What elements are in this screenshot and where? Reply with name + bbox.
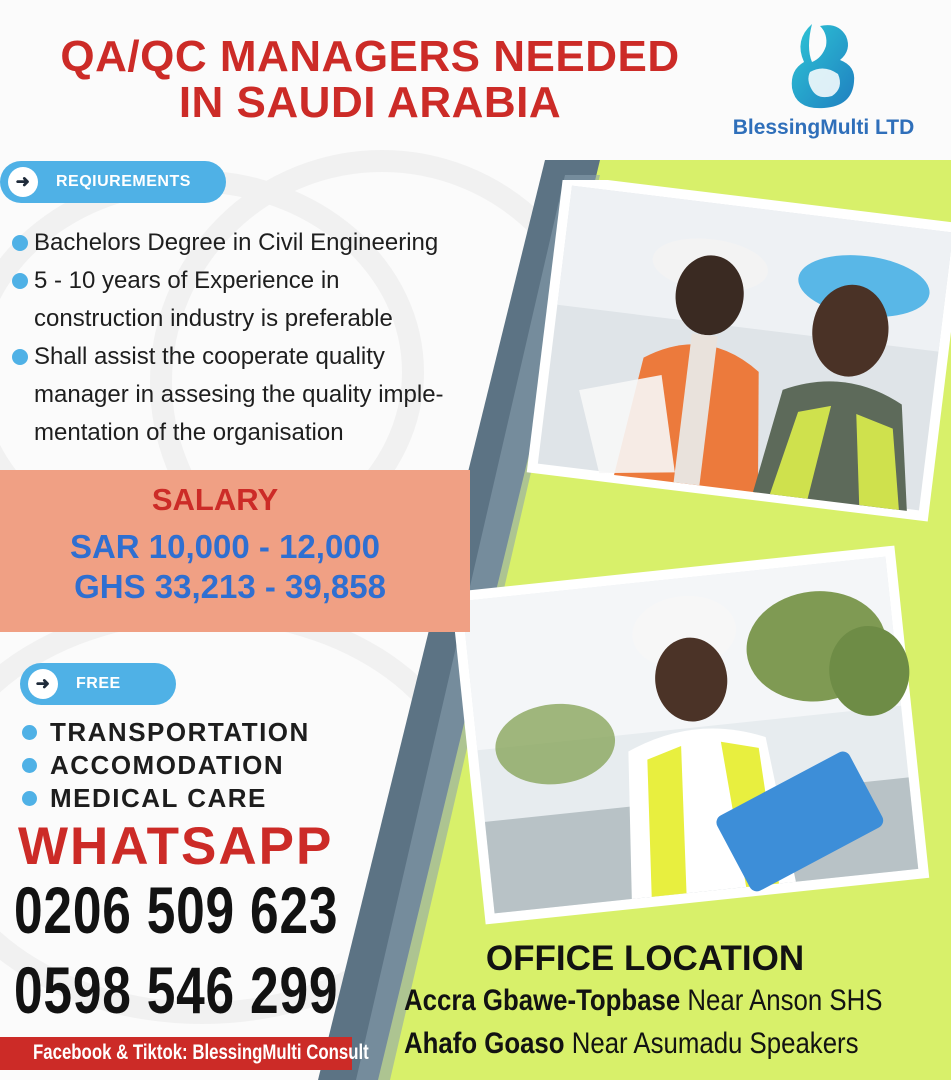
office-landmark: Near Anson SHS bbox=[687, 984, 883, 1017]
stylized-letter-b-logo-icon bbox=[782, 18, 866, 114]
requirements-label: REQIUREMENTS bbox=[56, 173, 191, 190]
bullet-icon bbox=[12, 273, 28, 289]
bullet-icon bbox=[12, 235, 28, 251]
office-location-item bbox=[404, 1027, 859, 1061]
salary-label: SALARY bbox=[151, 482, 279, 517]
brand-name: BlessingMulti LTD bbox=[732, 116, 915, 139]
whatsapp-label: WHATSAPP bbox=[18, 817, 334, 876]
office-location-item bbox=[404, 984, 882, 1018]
list-item-text: TRANSPORTATION bbox=[50, 717, 310, 747]
engineer-with-clipboard-photo bbox=[445, 540, 935, 930]
list-item bbox=[10, 338, 510, 452]
list-item-text: Shall assist the cooperate quality bbox=[34, 343, 385, 370]
arrow-right-icon: ➜ bbox=[28, 669, 58, 699]
salary-sar: SAR 10,000 - 12,000 bbox=[69, 528, 381, 565]
phone-number[interactable]: 0206 509 623 bbox=[14, 873, 339, 947]
office-place: Accra Gbawe-Topbase bbox=[404, 984, 681, 1017]
requirements-list bbox=[10, 224, 510, 452]
list-item-text: 5 - 10 years of Experience in bbox=[34, 267, 340, 294]
list-item-text: Bachelors Degree in Civil Engineering bbox=[34, 229, 439, 256]
list-item bbox=[22, 782, 310, 815]
social-handle: Facebook & Tiktok: BlessingMulti Consult bbox=[33, 1041, 369, 1064]
bullet-icon bbox=[22, 725, 37, 740]
requirements-pill bbox=[0, 161, 226, 203]
free-label: FREE bbox=[76, 675, 121, 692]
free-benefits-list bbox=[22, 716, 310, 815]
list-item-text: ACCOMODATION bbox=[50, 750, 285, 780]
office-place: Ahafo Goaso bbox=[404, 1027, 565, 1060]
office-location-heading: OFFICE LOCATION bbox=[485, 939, 805, 978]
list-item bbox=[10, 262, 510, 338]
list-item-text: construction industry is preferable bbox=[34, 305, 393, 332]
two-engineers-photo bbox=[525, 180, 951, 525]
list-item bbox=[10, 224, 510, 262]
title-line: QA/QC MANAGERS NEEDED bbox=[60, 32, 680, 81]
list-item bbox=[22, 749, 310, 782]
bullet-icon bbox=[22, 791, 37, 806]
list-item-text: manager in assesing the quality imple- bbox=[34, 381, 444, 408]
page-title bbox=[20, 34, 720, 126]
list-item-text: mentation of the organisation bbox=[34, 419, 344, 446]
list-item-text: MEDICAL CARE bbox=[50, 783, 267, 813]
free-pill bbox=[20, 663, 176, 705]
salary-ghs: GHS 33,213 - 39,858 bbox=[74, 568, 386, 605]
bullet-icon bbox=[22, 758, 37, 773]
title-line: IN SAUDI ARABIA bbox=[178, 78, 562, 127]
list-item bbox=[22, 716, 310, 749]
bullet-icon bbox=[12, 349, 28, 365]
phone-number[interactable]: 0598 546 299 bbox=[14, 953, 339, 1027]
arrow-right-icon: ➜ bbox=[8, 167, 38, 197]
office-landmark: Near Asumadu Speakers bbox=[571, 1027, 859, 1060]
